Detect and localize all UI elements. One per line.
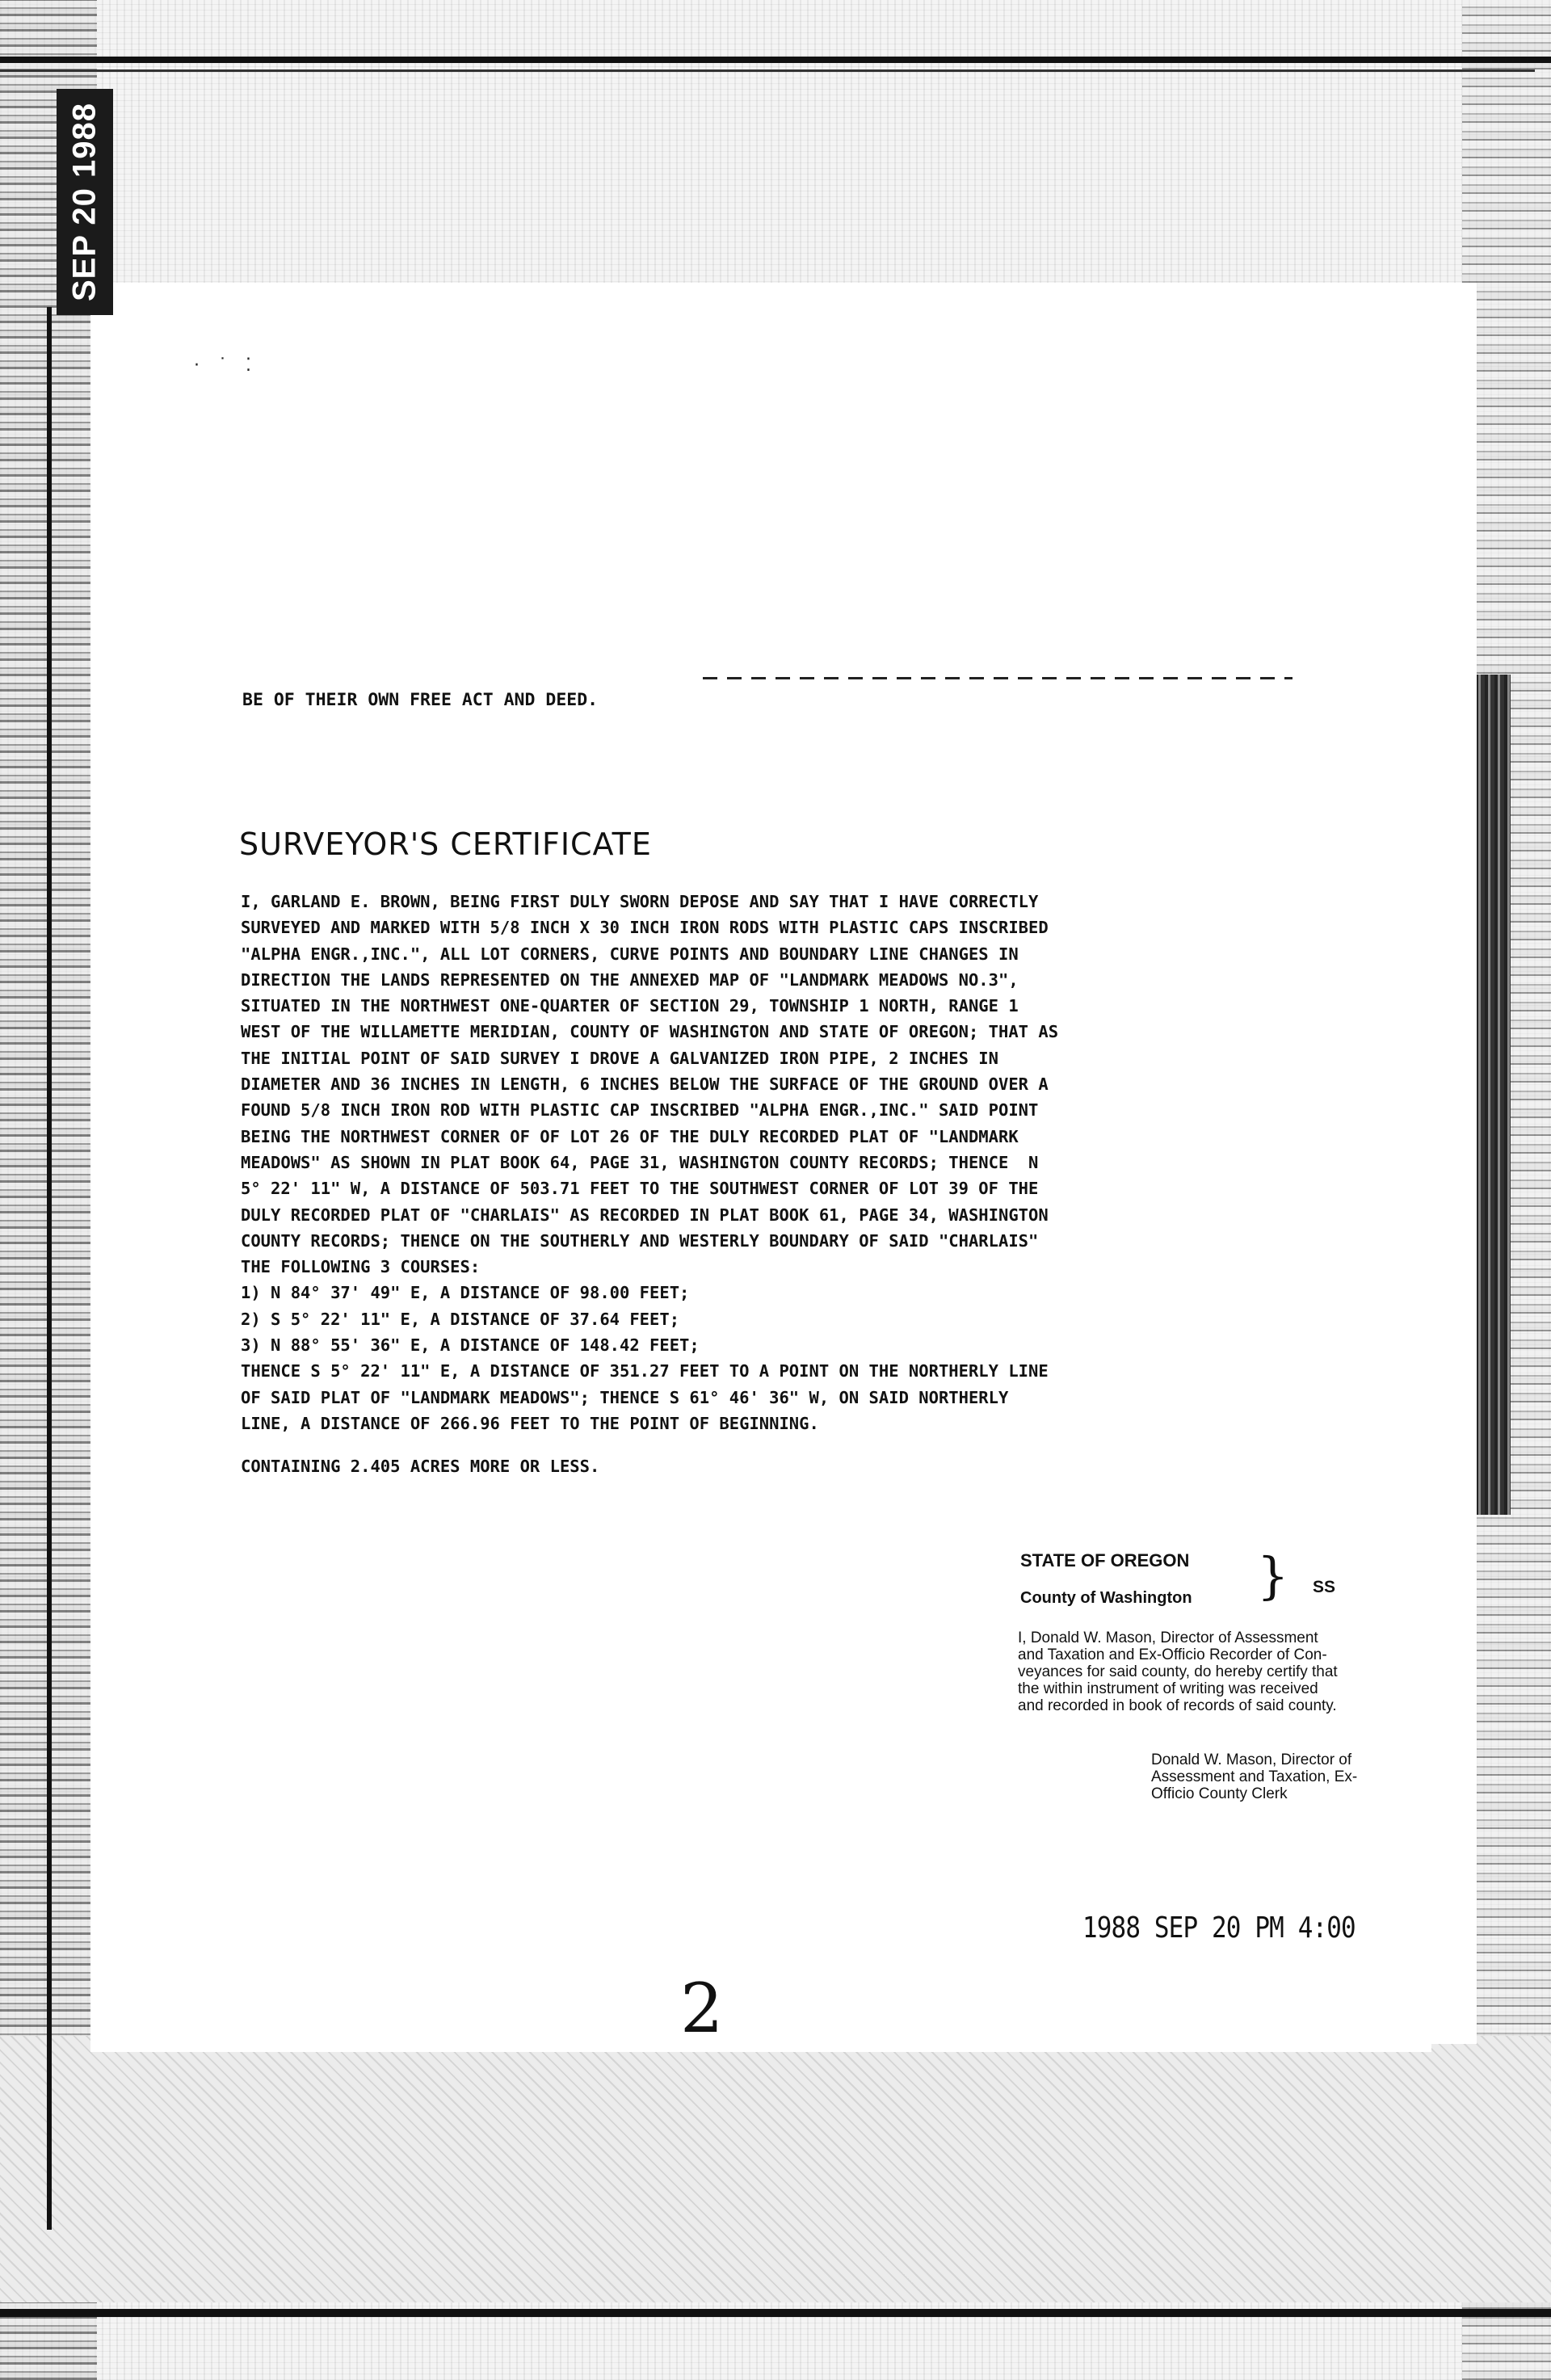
recorder-signature-line: Officio County Clerk (1151, 1785, 1288, 1802)
certificate-title: SURVEYOR'S CERTIFICATE (239, 826, 652, 862)
bottom-border-line (0, 2309, 1551, 2317)
certificate-line: 5° 22' 11" W, A DISTANCE OF 503.71 FEET TO THE SOUTHWEST CORNER OF LOT 39 OF THE (241, 1179, 1039, 1199)
recorder-county: County of Washington (1020, 1589, 1192, 1607)
certificate-line: DULY RECORDED PLAT OF "CHARLAIS" AS RECORDED IN PLAT BOOK 61, PAGE 34, WASHINGTON (241, 1205, 1049, 1225)
recorder-certification-line: and recorded in book of records of said county. (1018, 1697, 1337, 1714)
page-number: 2 (680, 1969, 724, 2048)
certificate-line: OF SAID PLAT OF "LANDMARK MEADOWS"; THENCE S 61° 46' 36" W, ON SAID NORTHERLY (241, 1387, 1009, 1407)
course-line: 3) N 88° 55' 36" E, A DISTANCE OF 148.42 FEET; (241, 1335, 700, 1356)
certificate-line: WEST OF THE WILLAMETTE MERIDIAN, COUNTY OF WASHINGTON AND STATE OF OREGON; THAT AS (241, 1022, 1059, 1042)
certificate-line: SURVEYED AND MARKED WITH 5/8 INCH X 30 INCH IRON RODS WITH PLASTIC CAPS INSCRIBED (241, 918, 1049, 938)
recorder-certification-line: the within instrument of writing was received (1018, 1680, 1318, 1697)
recorder-brace: } (1257, 1546, 1289, 1605)
certificate-line: SITUATED IN THE NORTHWEST ONE-QUARTER OF SECTION 29, TOWNSHIP 1 NORTH, RANGE 1 (241, 996, 1019, 1016)
recorder-signature-line: Assessment and Taxation, Ex- (1151, 1768, 1358, 1785)
course-line: 1) N 84° 37' 49" E, A DISTANCE OF 98.00 FEET; (241, 1283, 690, 1303)
scan-specks: · ˙ ⁚ (194, 355, 258, 376)
acreage-statement: CONTAINING 2.405 ACRES MORE OR LESS. (241, 1457, 600, 1476)
certificate-line: THE FOLLOWING 3 COURSES: (241, 1257, 481, 1277)
recorder-state: STATE OF OREGON (1020, 1550, 1190, 1571)
recorder-signature-block (1151, 1751, 1426, 1802)
certificate-line: COUNTY RECORDS; THENCE ON THE SOUTHERLY AND WESTERLY BOUNDARY OF SAID "CHARLAIS" (241, 1230, 1039, 1251)
top-border-line (0, 57, 1551, 63)
recording-time-stamp: 1988 SEP 20 PM 4:00 (1082, 1911, 1356, 1945)
recorder-signature-line: Donald W. Mason, Director of (1151, 1751, 1352, 1768)
certificate-line: LINE, A DISTANCE OF 266.96 FEET TO THE POINT OF BEGINNING. (241, 1413, 819, 1433)
certificate-line: "ALPHA ENGR.,INC.", ALL LOT CORNERS, CURVE POINTS AND BOUNDARY LINE CHANGES IN (241, 944, 1019, 964)
recorder-certification-line: and Taxation and Ex-Officio Recorder of Con- (1018, 1646, 1327, 1663)
dashed-rule (703, 677, 1292, 679)
certificate-body (241, 889, 1299, 1436)
bottom-scan-noise (0, 2036, 1551, 2302)
recorder-ss: SS (1313, 1578, 1336, 1596)
certificate-line: THE INITIAL POINT OF SAID SURVEY I DROVE A GALVANIZED IRON PIPE, 2 INCHES IN (241, 1048, 998, 1068)
certificate-line: FOUND 5/8 INCH IRON ROD WITH PLASTIC CAP INSCRIBED "ALPHA ENGR.,INC." SAID POINT (241, 1100, 1039, 1121)
certificate-line: DIRECTION THE LANDS REPRESENTED ON THE ANNEXED MAP OF "LANDMARK MEADOWS NO.3", (241, 969, 1019, 990)
recorder-certification-line: veyances for said county, do hereby certify that (1018, 1663, 1338, 1680)
recorder-certification-line: I, Donald W. Mason, Director of Assessment (1018, 1629, 1318, 1646)
certificate-line: DIAMETER AND 36 INCHES IN LENGTH, 6 INCHES BELOW THE SURFACE OF THE GROUND OVER A (241, 1074, 1049, 1095)
received-date-text: SEP 20 1988 (66, 102, 103, 302)
top-border-line-secondary (0, 69, 1535, 72)
prior-page-closing-line: BE OF THEIR OWN FREE ACT AND DEED. (242, 690, 599, 710)
course-line: 2) S 5° 22' 11" E, A DISTANCE OF 37.64 FEET; (241, 1309, 680, 1329)
certificate-line: BEING THE NORTHWEST CORNER OF OF LOT 26 OF THE DULY RECORDED PLAT OF "LANDMARK (241, 1126, 1019, 1146)
certificate-line: THENCE S 5° 22' 11" E, A DISTANCE OF 351.27 FEET TO A POINT ON THE NORTHERLY LINE (241, 1361, 1049, 1381)
left-binding-line (47, 307, 52, 2230)
certificate-line: MEADOWS" AS SHOWN IN PLAT BOOK 64, PAGE 31, WASHINGTON COUNTY RECORDS; THENCE N (241, 1152, 1039, 1172)
recorder-certification (1018, 1629, 1423, 1714)
certificate-line: I, GARLAND E. BROWN, BEING FIRST DULY SWORN DEPOSE AND SAY THAT I HAVE CORRECTLY (241, 892, 1039, 911)
